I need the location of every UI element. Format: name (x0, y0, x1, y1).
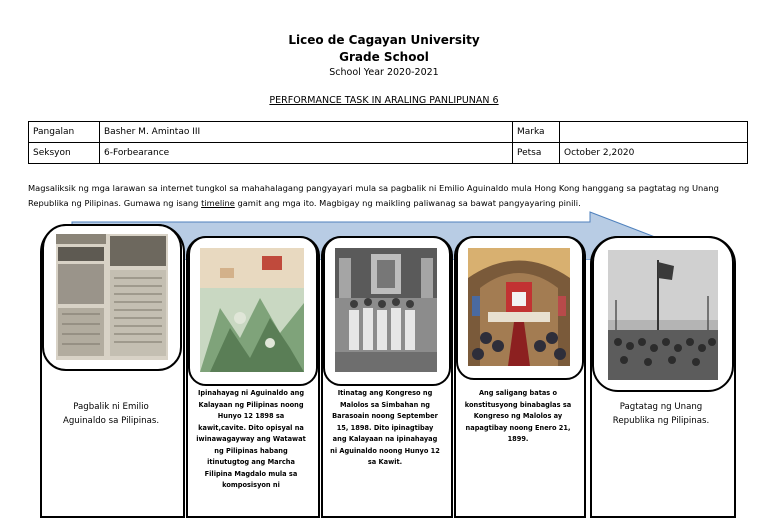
table-row (29, 122, 748, 143)
congress-photo-image (335, 248, 437, 372)
timeline-photo-2 (188, 236, 318, 386)
mark-value (560, 122, 748, 143)
instructions-text: Magsaliksik ng mga larawan sa internet tungkol sa mahahalagang pangyayari mula sa pagbalik ni Emilio Aguinaldo mula Hong Kong hanggang sa pagtatag ng Unang Republika ng Pilipinas. Gumawa ng isang (28, 183, 719, 208)
info-table (28, 121, 748, 164)
name-value: Basher M. Amintao III (100, 122, 513, 143)
table-row (29, 143, 748, 164)
timeline-caption-2: Ipinahayag ni Aguinaldo ang Kalayaan ng Pilipinas noong Hunyo 12 1898 sa kawit,cavite. Dito opisyal na iwinawagayway ang Watawat ng Pilipinas habang itinutugtog ang Marcha Filipina Magdalo mula sa komposisyon ni (196, 389, 306, 489)
task-title: PERFORMANCE TASK IN ARALING PANLIPUNAN 6 (269, 95, 499, 106)
mark-label: Marka (513, 122, 560, 143)
school-year: School Year 2020-2021 (329, 67, 439, 78)
timeline-photo-1 (42, 224, 182, 371)
instructions-text-end: gamit ang mga ito. Magbigay ng maikling paliwanag sa bawat pangyayaring pinili. (234, 198, 581, 208)
timeline-photo-3 (323, 236, 451, 386)
timeline-photo-4 (456, 236, 584, 380)
date-label: Petsa (513, 143, 560, 164)
instructions-keyword: timeline (201, 198, 235, 208)
section-value: 6-Forbearance (100, 143, 513, 164)
school-name: Liceo de Cagayan University (288, 33, 480, 47)
timeline-caption-4: Ang saligang batas o konstitusyong binabaglas sa Kongreso ng Malolos ay napagtibay noong Enero 21, 1899. (464, 389, 572, 443)
timeline-caption-1: Pagbalik ni Emilio Aguinaldo sa Pilipinas. (62, 402, 160, 426)
newspaper-clipping-image (56, 234, 168, 360)
timeline-caption-3: Itinatag ang Kongreso ng Malolos sa Simbahan ng Barasoain noong September 15, 1898. Dito ipinagtibay ang Kalayaan na ipinahayag ni Aguinaldo noong Hunyo 12 sa Kawit. (330, 389, 440, 466)
church-interior-image (468, 248, 570, 366)
crowd-flag-photo-image (608, 250, 718, 380)
date-value: October 2,2020 (560, 143, 748, 164)
timeline-caption-5: Pagtatag ng Unang Republika ng Pilipinas. (612, 402, 710, 426)
independence-painting-image (200, 248, 304, 372)
grade-level: Grade School (339, 50, 429, 64)
timeline-photo-5 (592, 236, 734, 392)
name-label: Pangalan (29, 122, 100, 143)
section-label: Seksyon (29, 143, 100, 164)
